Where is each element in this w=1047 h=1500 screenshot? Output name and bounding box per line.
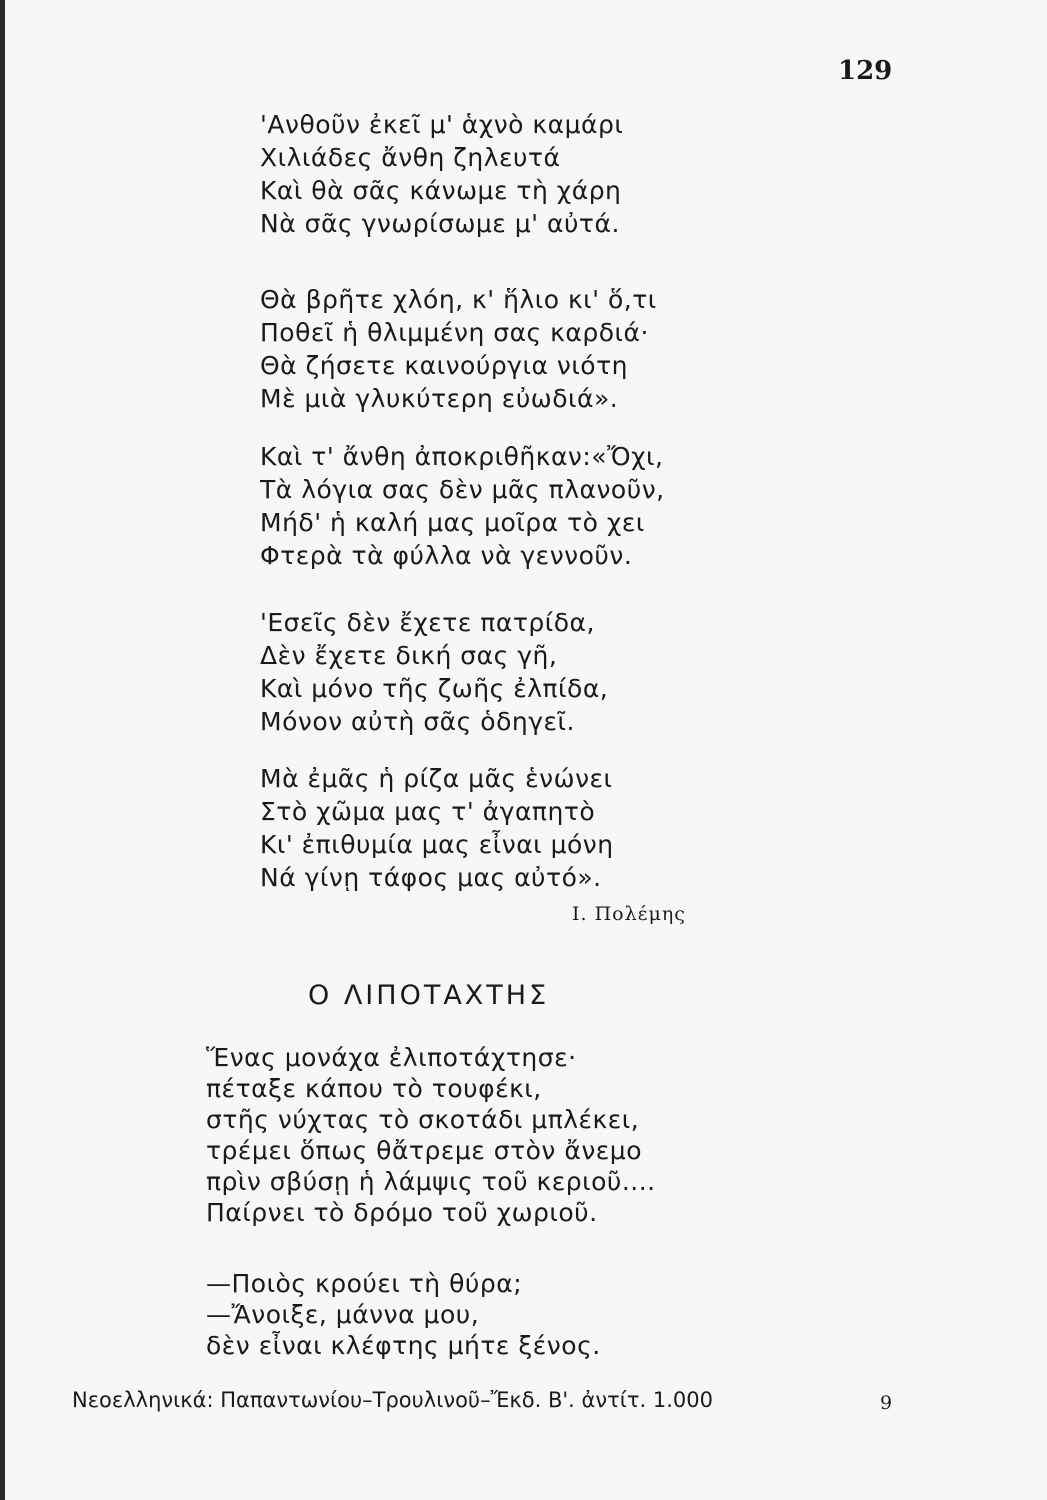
- verse-line: Καὶ τ' ἄνθη ἀποκριθῆκαν:«Ὄχι,: [260, 442, 664, 471]
- verse-line: Χιλιάδες ἄνθη ζηλευτά: [260, 143, 561, 172]
- verse-line: —Ποιὸς κρούει τὴ θύρα;: [206, 1269, 523, 1298]
- verse-line: Παίρνει τὸ δρόμο τοῦ χωριοῦ.: [206, 1198, 598, 1227]
- footer-publication-info: Νεοελληνικά: Παπαντωνίου–Τρουλινοῦ–Ἔκδ. Β'. ἀντίτ. 1.000: [72, 1388, 713, 1412]
- verse-line: πρὶν σβύσῃ ἡ λάμψις τοῦ κεριοῦ....: [206, 1167, 656, 1196]
- verse-line: 'Εσεῖς δὲν ἔχετε πατρίδα,: [260, 608, 595, 637]
- verse-line: —Ἄνοιξε, μάννα μου,: [206, 1300, 480, 1329]
- poem2-stanza-1: [206, 1042, 656, 1228]
- verse-line: Τὰ λόγια σας δὲν μᾶς πλανοῦν,: [260, 475, 665, 504]
- poem2-stanza-2: [206, 1268, 601, 1361]
- verse-line: πέταξε κάπου τὸ τουφέκι,: [206, 1074, 542, 1103]
- poem1-stanza-3: [260, 440, 665, 572]
- verse-line: Ἕνας μονάχα ἐλιποτάχτησε·: [206, 1043, 577, 1072]
- verse-line: Καὶ θὰ σᾶς κάνωμε τὴ χάρη: [260, 176, 622, 205]
- verse-line: 'Ανθοῦν ἐκεῖ μ' ἁχνὸ καμάρι: [260, 110, 624, 139]
- verse-line: Στὸ χῶμα μας τ' ἀγαπητὸ: [260, 797, 596, 826]
- verse-line: Μὲ μιὰ γλυκύτερη εὐωδιά».: [260, 384, 619, 413]
- poem-title: Ο ΛΙΠΟΤΑΧΤΗΣ: [308, 980, 550, 1011]
- verse-line: Μὰ ἐμᾶς ἡ ρίζα μᾶς ἑνώνει: [260, 764, 613, 793]
- poem1-stanza-4: [260, 606, 608, 738]
- poem1-stanza-1: [260, 108, 623, 240]
- verse-line: Νά γίνῃ τάφος μας αὐτό».: [260, 863, 602, 892]
- poem1-stanza-5: [260, 762, 614, 894]
- verse-line: Θὰ ζήσετε καινούργια νιότη: [260, 351, 628, 380]
- page-number: 129: [838, 56, 893, 86]
- verse-line: τρέμει ὅπως θἄτρεμε στὸν ἄνεμο: [206, 1136, 642, 1165]
- verse-line: Μήδ' ἡ καλή μας μοῖρα τὸ χει: [260, 508, 645, 537]
- verse-line: Ποθεῖ ἡ θλιμμένη σας καρδιά·: [260, 318, 649, 347]
- verse-line: Θὰ βρῆτε χλόη, κ' ἥλιο κι' ὅ,τι: [260, 285, 657, 314]
- verse-line: Φτερὰ τὰ φύλλα νὰ γεννοῦν.: [260, 541, 633, 570]
- page-binding-edge: [0, 0, 5, 1500]
- verse-line: στῆς νύχτας τὸ σκοτάδι μπλέκει,: [206, 1105, 640, 1134]
- verse-line: Μόνον αὐτὴ σᾶς ὁδηγεῖ.: [260, 707, 575, 736]
- verse-line: Καὶ μόνο τῆς ζωῆς ἐλπίδα,: [260, 674, 609, 703]
- poem1-stanza-2: [260, 283, 657, 415]
- footer-signature-mark: 9: [880, 1392, 893, 1414]
- verse-line: Νὰ σᾶς γνωρίσωμε μ' αὐτά.: [260, 209, 620, 238]
- verse-line: Κι' ἐπιθυμία μας εἶναι μόνη: [260, 830, 614, 859]
- verse-line: δὲν εἶναι κλέφτης μήτε ξένος.: [206, 1331, 601, 1360]
- author-signature: Ι. Πολέμης: [572, 903, 686, 925]
- verse-line: Δὲν ἔχετε δική σας γῆ,: [260, 641, 558, 670]
